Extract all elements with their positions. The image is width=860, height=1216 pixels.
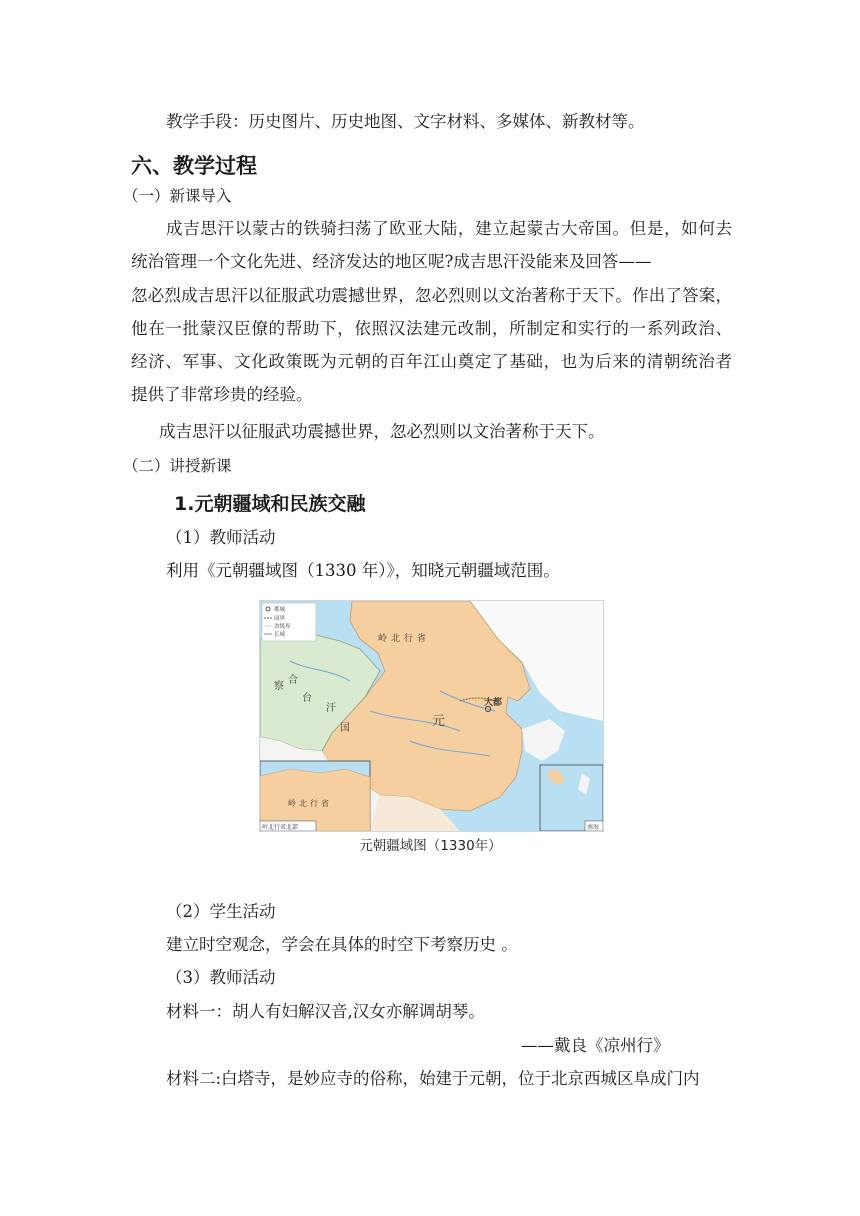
label-chagatai-5: 国 — [340, 723, 350, 734]
legend-province: 省级界 — [274, 624, 291, 630]
material-one: 材料一：胡人有妇解汉音,汉女亦解调胡琴。 — [166, 1002, 485, 1021]
label-lingbei-inset: 岭北行省 — [288, 799, 332, 808]
subsection-title-intro: （一）新课导入 — [123, 187, 232, 205]
legend-wall: 长城 — [274, 632, 286, 638]
label-chagatai-1: 察 — [274, 681, 284, 692]
student-activity-label: （2）学生活动 — [166, 902, 276, 921]
map-korea-japan-area — [522, 719, 565, 761]
intro-line-6: 提供了非常珍贵的经验。 — [131, 385, 313, 404]
label-chagatai-3: 台 — [302, 693, 312, 704]
label-chagatai-4: 汗 — [326, 703, 336, 714]
label-dadu: 大都 — [484, 698, 503, 708]
label-nanhai: 南海 — [587, 824, 600, 831]
intro-line-5: 经济、军事、文化政策既为元朝的百年江山奠定了基础，也为后来的清朝统治者 — [131, 352, 732, 371]
label-lingbei: 岭北行省 — [378, 634, 431, 644]
material-one-source: ——戴良《凉州行》 — [521, 1036, 670, 1055]
teacher-activity-label: （1）教师活动 — [166, 528, 276, 547]
teaching-means-text: 教学手段：历史图片、历史地图、文字材料、多媒体、新教材等。 — [166, 112, 645, 131]
legend-border: 国界 — [274, 616, 286, 622]
label-yuan: 元 — [432, 714, 446, 729]
material-two: 材料二:白塔寺，是妙应寺的俗称，始建于元朝，位于北京西城区阜成门内 — [166, 1069, 700, 1088]
map-instruction: 利用《元朝疆域图（1330 年）》，知晓元朝疆域范围。 — [166, 561, 560, 580]
label-inset-caption: 岭北行省北部 — [262, 824, 299, 831]
yuan-territory-map — [259, 600, 604, 832]
topic-title: 1.元朝疆域和民族交融 — [174, 493, 366, 515]
intro-line-4: 他在一批蒙汉臣僚的帮助下，依照汉法建元改制，所制定和实行的一系列政治、 — [131, 319, 732, 338]
map-caption: 元朝疆域图（1330年） — [359, 838, 502, 854]
intro-line-2: 统治管理一个文化先进、经济发达的地区呢?成吉思汗没能来及回答—— — [131, 252, 652, 271]
student-activity-text: 建立时空观念，学会在具体的时空下考察历史 。 — [166, 935, 518, 954]
intro-line-3: 忽必烈成吉思汗以征服武功震撼世界，忽必烈则以文治著称于天下。作出了答案， — [131, 286, 732, 305]
subsection-title-lecture: （二）讲授新课 — [123, 457, 232, 475]
label-chagatai-2: 合 — [288, 675, 298, 686]
teacher-activity-label-3: （3）教师活动 — [166, 968, 276, 987]
legend-capital: 都城 — [274, 607, 286, 613]
quote-line: 成吉思汗以征服武功震撼世界，忽必烈则以文治著称于天下。 — [159, 422, 605, 441]
intro-line-1: 成吉思汗以蒙古的铁骑扫荡了欧亚大陆，建立起蒙古大帝国。但是，如何去 — [166, 219, 732, 238]
map-graphic — [260, 601, 603, 831]
section-title: 六、教学过程 — [131, 154, 257, 178]
